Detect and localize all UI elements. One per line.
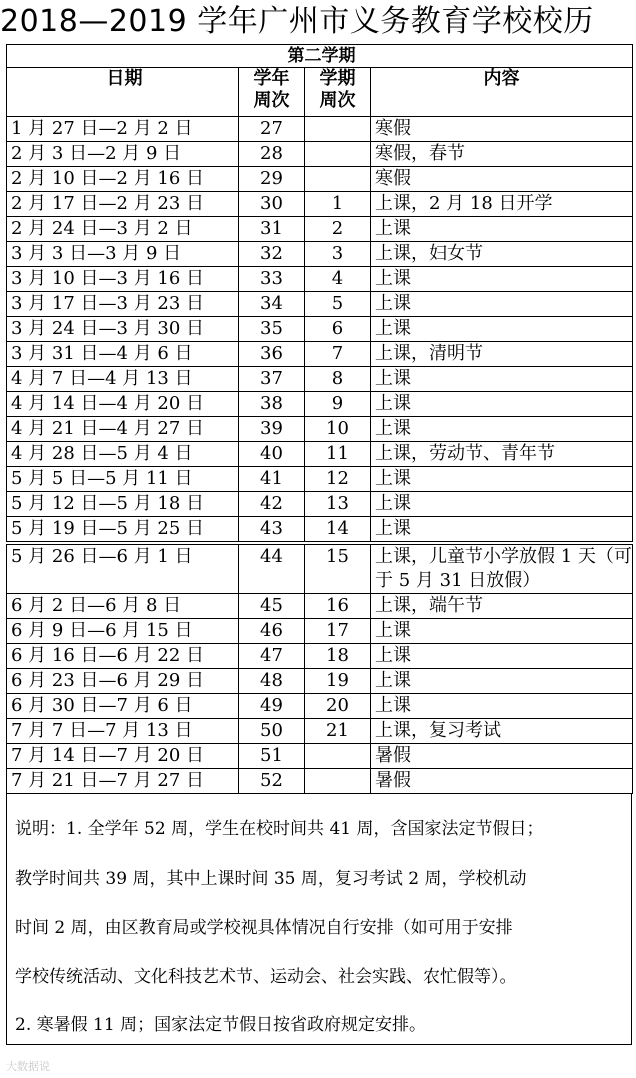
cell-content: 上课，儿童节小学放假 1 天（可于 5 月 31 日放假） [371,543,633,594]
cell-date: 6 月 23 日—6 月 29 日 [7,669,239,694]
table-row [7,367,633,392]
table-body-part1 [7,117,633,544]
cell-year-week: 37 [239,367,305,392]
cell-year-week: 45 [239,594,305,619]
cell-year-week: 36 [239,342,305,367]
cell-content: 暑假 [371,744,633,769]
cell-date: 3 月 24 日—3 月 30 日 [7,317,239,342]
cell-term-week: 6 [305,317,371,342]
table-row [7,217,633,242]
cell-date: 7 月 7 日—7 月 13 日 [7,719,239,744]
col-header-date: 日期 [7,68,239,117]
cell-term-week: 2 [305,217,371,242]
cell-content: 上课，妇女节 [371,242,633,267]
cell-term-week: 13 [305,492,371,517]
cell-content: 上课，端午节 [371,594,633,619]
cell-year-week: 39 [239,417,305,442]
cell-term-week [305,117,371,142]
cell-year-week: 47 [239,644,305,669]
note-line: 教学时间共 39 周，其中上课时间 35 周，复习考试 2 周，学校机动 [15,869,527,889]
cell-content: 上课，清明节 [371,342,633,367]
cell-year-week: 27 [239,117,305,142]
cell-year-week: 29 [239,167,305,192]
cell-year-week: 49 [239,694,305,719]
table-row [7,467,633,492]
cell-year-week: 50 [239,719,305,744]
cell-date: 4 月 7 日—4 月 13 日 [7,367,239,392]
note-line: 学校传统活动、文化科技艺术节、运动会、社会实践、农忙假等）。 [15,967,517,987]
table-row [7,744,633,769]
cell-year-week: 41 [239,467,305,492]
note-line: 说明：1. 全学年 52 周，学生在校时间共 41 周，含国家法定节假日； [15,819,544,839]
cell-year-week: 35 [239,317,305,342]
cell-content: 上课 [371,694,633,719]
cell-term-week: 9 [305,392,371,417]
table-row [7,517,633,544]
cell-content: 上课 [371,392,633,417]
page-title: 2018—2019 学年广州市义务教育学校校历 [0,4,594,39]
col-header-year-week: 学年 周次 [239,68,305,117]
cell-year-week: 48 [239,669,305,694]
cell-content: 上课 [371,417,633,442]
cell-date: 3 月 31 日—4 月 6 日 [7,342,239,367]
cell-term-week: 18 [305,644,371,669]
cell-content: 上课 [371,292,633,317]
calendar-sheet [6,44,632,1045]
cell-date: 7 月 14 日—7 月 20 日 [7,744,239,769]
cell-date: 2 月 17 日—2 月 23 日 [7,192,239,217]
table-row [7,242,633,267]
cell-date: 7 月 21 日—7 月 27 日 [7,769,239,794]
cell-date: 5 月 19 日—5 月 25 日 [7,517,239,544]
cell-term-week [305,769,371,794]
cell-content: 上课 [371,492,633,517]
cell-year-week: 31 [239,217,305,242]
calendar-table [6,44,633,794]
col-header-content: 内容 [371,68,633,117]
table-row [7,417,633,442]
cell-term-week: 11 [305,442,371,467]
cell-year-week: 44 [239,543,305,594]
cell-date: 1 月 27 日—2 月 2 日 [7,117,239,142]
cell-content: 上课 [371,217,633,242]
col-header-term-week: 学期 周次 [305,68,371,117]
cell-term-week: 4 [305,267,371,292]
cell-content: 寒假 [371,167,633,192]
notes-box [6,794,632,1045]
cell-year-week: 43 [239,517,305,544]
table-row [7,392,633,417]
cell-date: 4 月 14 日—4 月 20 日 [7,392,239,417]
table-row [7,492,633,517]
cell-term-week: 1 [305,192,371,217]
table-row [7,342,633,367]
cell-year-week: 40 [239,442,305,467]
cell-content: 上课 [371,619,633,644]
cell-term-week: 12 [305,467,371,492]
cell-year-week: 32 [239,242,305,267]
table-row [7,292,633,317]
table-row [7,669,633,694]
cell-content: 上课 [371,669,633,694]
cell-content: 上课，复习考试 [371,719,633,744]
cell-date: 6 月 30 日—7 月 6 日 [7,694,239,719]
cell-year-week: 42 [239,492,305,517]
cell-date: 4 月 28 日—5 月 4 日 [7,442,239,467]
cell-content: 暑假 [371,769,633,794]
semester-header: 第二学期 [7,45,633,68]
cell-term-week: 8 [305,367,371,392]
cell-date: 6 月 2 日—6 月 8 日 [7,594,239,619]
cell-date: 6 月 16 日—6 月 22 日 [7,644,239,669]
cell-year-week: 33 [239,267,305,292]
table-row [7,192,633,217]
cell-content: 寒假，春节 [371,142,633,167]
cell-content: 上课 [371,644,633,669]
cell-term-week [305,142,371,167]
cell-date: 5 月 5 日—5 月 11 日 [7,467,239,492]
cell-year-week: 28 [239,142,305,167]
cell-term-week: 21 [305,719,371,744]
cell-content: 上课 [371,317,633,342]
table-row [7,317,633,342]
cell-date: 3 月 3 日—3 月 9 日 [7,242,239,267]
table-row [7,267,633,292]
note-line: 2. 寒暑假 11 周；国家法定节假日按省政府规定安排。 [15,1015,427,1035]
cell-date: 2 月 24 日—3 月 2 日 [7,217,239,242]
cell-date: 3 月 10 日—3 月 16 日 [7,267,239,292]
table-row [7,619,633,644]
table-row [7,594,633,619]
cell-content: 上课，2 月 18 日开学 [371,192,633,217]
cell-year-week: 52 [239,769,305,794]
cell-content: 上课，劳动节、青年节 [371,442,633,467]
cell-content: 上课 [371,467,633,492]
table-row [7,694,633,719]
table-row [7,442,633,467]
table-row [7,117,633,142]
cell-year-week: 30 [239,192,305,217]
table-row [7,142,633,167]
cell-term-week: 16 [305,594,371,619]
cell-term-week: 17 [305,619,371,644]
table-row [7,769,633,794]
table-body-part2 [7,543,633,794]
cell-term-week: 3 [305,242,371,267]
cell-term-week [305,167,371,192]
cell-date: 5 月 26 日—6 月 1 日 [7,543,239,594]
cell-term-week: 14 [305,517,371,544]
cell-date: 5 月 12 日—5 月 18 日 [7,492,239,517]
cell-term-week: 7 [305,342,371,367]
cell-term-week: 15 [305,543,371,594]
cell-date: 2 月 10 日—2 月 16 日 [7,167,239,192]
cell-term-week: 5 [305,292,371,317]
cell-date: 6 月 9 日—6 月 15 日 [7,619,239,644]
cell-date: 4 月 21 日—4 月 27 日 [7,417,239,442]
cell-term-week [305,744,371,769]
cell-term-week: 19 [305,669,371,694]
table-row [7,543,633,594]
cell-term-week: 10 [305,417,371,442]
table-row [7,644,633,669]
cell-content: 寒假 [371,117,633,142]
cell-year-week: 38 [239,392,305,417]
table-row [7,719,633,744]
cell-term-week: 20 [305,694,371,719]
cell-content: 上课 [371,367,633,392]
cell-date: 2 月 3 日—2 月 9 日 [7,142,239,167]
cell-date: 3 月 17 日—3 月 23 日 [7,292,239,317]
cell-year-week: 34 [239,292,305,317]
table-row [7,167,633,192]
cell-year-week: 46 [239,619,305,644]
cell-content: 上课 [371,517,633,544]
cell-content: 上课 [371,267,633,292]
watermark: 大数据说 [6,1060,50,1073]
note-line: 时间 2 周，由区教育局或学校视具体情况自行安排（如可用于安排 [15,918,513,938]
cell-year-week: 51 [239,744,305,769]
